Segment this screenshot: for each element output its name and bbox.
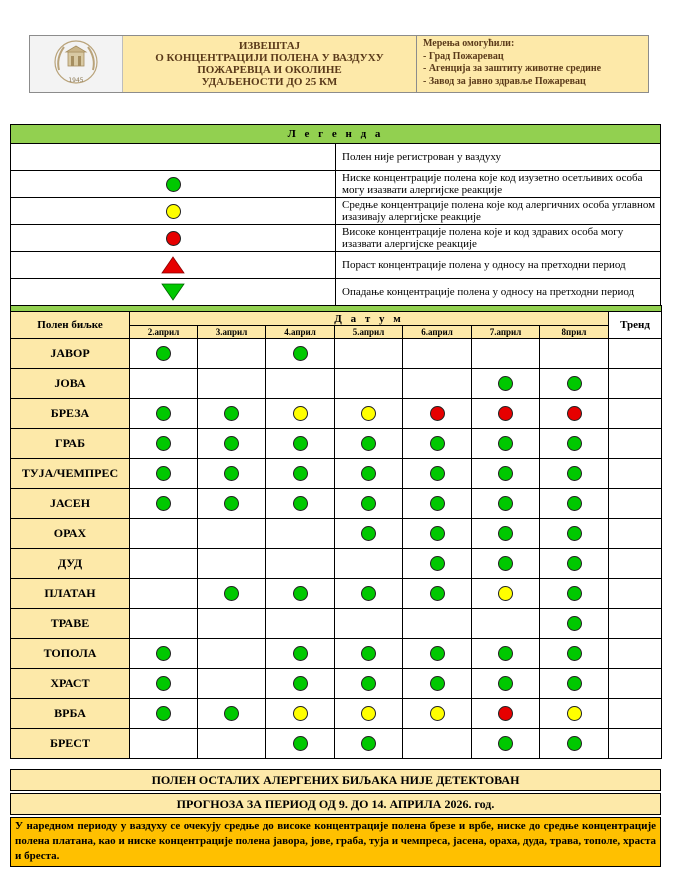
green-dot-icon xyxy=(361,526,376,541)
green-dot-icon xyxy=(293,346,308,361)
green-dot-icon xyxy=(498,496,513,511)
trend-cell xyxy=(609,639,662,669)
plant-name: БРЕЗА xyxy=(11,399,130,429)
level-cell xyxy=(335,609,403,639)
green-dot-icon xyxy=(361,676,376,691)
table-row xyxy=(11,579,662,609)
level-cell xyxy=(540,369,609,399)
yellow-dot-icon xyxy=(567,706,582,721)
level-cell xyxy=(198,729,266,759)
level-cell xyxy=(198,699,266,729)
green-dot-icon xyxy=(430,676,445,691)
red-triangle-up-icon xyxy=(161,256,185,274)
plant-name: ЈОВА xyxy=(11,369,130,399)
green-dot-icon xyxy=(361,586,376,601)
level-cell xyxy=(130,639,198,669)
title-line: О КОНЦЕНТРАЦИЈИ ПОЛЕНА У ВАЗДУХУ xyxy=(155,52,384,64)
legend-symbol-none xyxy=(11,144,336,171)
level-cell xyxy=(198,429,266,459)
green-dot-icon xyxy=(567,736,582,751)
sponsor-line: - Град Пожаревац xyxy=(423,50,504,62)
logo-year: 1945 xyxy=(68,77,84,84)
trend-cell xyxy=(609,519,662,549)
level-cell xyxy=(472,519,540,549)
plant-name: ТУЈА/ЧЕМПРЕС xyxy=(11,459,130,489)
level-cell xyxy=(266,639,335,669)
green-dot-icon xyxy=(430,646,445,661)
other-pollen-note: ПОЛЕН ОСТАЛИХ АЛЕРГЕНИХ БИЉАКА НИЈЕ ДЕТЕКТОВАН xyxy=(10,769,661,791)
level-cell xyxy=(472,399,540,429)
plant-name: ОРАХ xyxy=(11,519,130,549)
red-dot-icon xyxy=(498,406,513,421)
green-dot-icon xyxy=(156,496,171,511)
level-cell xyxy=(266,669,335,699)
green-dot-icon xyxy=(224,496,239,511)
level-cell xyxy=(266,609,335,639)
level-cell xyxy=(198,399,266,429)
level-cell xyxy=(130,579,198,609)
green-dot-icon xyxy=(156,346,171,361)
green-dot-icon xyxy=(567,526,582,541)
trend-cell xyxy=(609,579,662,609)
level-cell xyxy=(540,639,609,669)
table-row xyxy=(11,429,662,459)
level-cell xyxy=(472,369,540,399)
level-cell xyxy=(472,639,540,669)
level-cell xyxy=(335,399,403,429)
table-row xyxy=(11,369,662,399)
level-cell xyxy=(335,339,403,369)
level-cell xyxy=(472,429,540,459)
green-dot-icon xyxy=(361,646,376,661)
trend-cell xyxy=(609,669,662,699)
trend-cell xyxy=(609,339,662,369)
green-dot-icon xyxy=(156,706,171,721)
level-cell xyxy=(335,729,403,759)
level-cell xyxy=(130,699,198,729)
level-cell xyxy=(198,609,266,639)
table-row xyxy=(11,639,662,669)
level-cell xyxy=(198,669,266,699)
legend-table xyxy=(10,124,661,306)
sponsor-line: - Агенција за заштиту животне средине xyxy=(423,63,602,74)
red-dot-icon xyxy=(166,231,181,246)
level-cell xyxy=(403,729,472,759)
level-cell xyxy=(198,549,266,579)
red-dot-icon xyxy=(498,706,513,721)
green-dot-icon xyxy=(498,526,513,541)
report-title xyxy=(123,36,417,92)
date-header: 6.април xyxy=(403,326,472,339)
level-cell xyxy=(403,549,472,579)
level-cell xyxy=(130,519,198,549)
green-dot-icon xyxy=(224,586,239,601)
trend-cell xyxy=(609,489,662,519)
plant-name: ТОПОЛА xyxy=(11,639,130,669)
trend-cell xyxy=(609,699,662,729)
trend-cell xyxy=(609,369,662,399)
plant-name: ВРБА xyxy=(11,699,130,729)
green-dot-icon xyxy=(224,466,239,481)
level-cell xyxy=(266,459,335,489)
forecast-text: У наредном периоду у ваздуху се очекују средње до високе концентрације полена брезе и врбе, ниске до средње концентрације полена платана, као и ниске концентрације полена јавора, јове, граба, туја и чемпреса, јасена, ораха, дуда, трава, тополе, храста и бреста. xyxy=(10,817,661,867)
green-triangle-down-icon xyxy=(161,283,185,301)
table-row xyxy=(11,729,662,759)
level-cell xyxy=(335,369,403,399)
green-dot-icon xyxy=(224,436,239,451)
red-dot-icon xyxy=(430,406,445,421)
level-cell xyxy=(540,609,609,639)
level-cell xyxy=(472,459,540,489)
level-cell xyxy=(472,729,540,759)
sponsors-list xyxy=(417,36,648,92)
green-dot-icon xyxy=(498,646,513,661)
plant-name: ЈАСЕН xyxy=(11,489,130,519)
green-dot-icon xyxy=(567,466,582,481)
level-cell xyxy=(130,429,198,459)
level-cell xyxy=(403,339,472,369)
level-cell xyxy=(472,339,540,369)
table-row xyxy=(11,609,662,639)
green-dot-icon xyxy=(430,436,445,451)
green-dot-icon xyxy=(156,466,171,481)
green-dot-icon xyxy=(498,556,513,571)
legend-text: Високе концентрације полена које и код здравих особа могу изазвати алергијске реакције xyxy=(336,225,661,252)
trend-cell xyxy=(609,609,662,639)
title-line: ИЗВЕШТАЈ xyxy=(238,40,301,52)
level-cell xyxy=(540,429,609,459)
green-dot-icon xyxy=(166,177,181,192)
trend-cell xyxy=(609,549,662,579)
level-cell xyxy=(266,729,335,759)
green-dot-icon xyxy=(156,646,171,661)
red-dot-icon xyxy=(567,406,582,421)
green-dot-icon xyxy=(567,376,582,391)
green-dot-icon xyxy=(361,436,376,451)
level-cell xyxy=(540,519,609,549)
level-cell xyxy=(540,699,609,729)
level-cell xyxy=(540,489,609,519)
table-row xyxy=(11,519,662,549)
forecast-title: ПРОГНОЗА ЗА ПЕРИОД ОД 9. ДО 14. АПРИЛА 2026. год. xyxy=(10,793,661,815)
level-cell xyxy=(130,489,198,519)
green-dot-icon xyxy=(361,496,376,511)
green-dot-icon xyxy=(156,406,171,421)
green-dot-icon xyxy=(498,736,513,751)
trend-cell xyxy=(609,429,662,459)
green-dot-icon xyxy=(430,586,445,601)
institute-logo xyxy=(30,36,123,92)
level-cell xyxy=(130,549,198,579)
yellow-dot-icon xyxy=(166,204,181,219)
level-cell xyxy=(472,489,540,519)
level-cell xyxy=(472,669,540,699)
green-dot-icon xyxy=(293,436,308,451)
level-cell xyxy=(130,729,198,759)
level-cell xyxy=(540,339,609,369)
title-line: ПОЖАРЕВЦА И ОКОЛИНЕ xyxy=(197,64,342,76)
green-dot-icon xyxy=(498,376,513,391)
date-header: 8прил xyxy=(540,326,609,339)
level-cell xyxy=(540,729,609,759)
level-cell xyxy=(335,699,403,729)
table-row xyxy=(11,549,662,579)
legend-text: Ниске концентрације полена које код изузетно осетљивих особа могу изазвати алергијске реакције xyxy=(336,171,661,198)
date-header: 2.април xyxy=(130,326,198,339)
level-cell xyxy=(198,459,266,489)
date-header: 3.април xyxy=(198,326,266,339)
sponsor-line: Мерења омогућили: xyxy=(423,38,515,49)
sponsor-line: - Завод за јавно здравље Пожаревац xyxy=(423,75,586,87)
green-dot-icon xyxy=(430,466,445,481)
level-cell xyxy=(130,459,198,489)
green-dot-icon xyxy=(498,676,513,691)
green-dot-icon xyxy=(430,526,445,541)
trend-cell xyxy=(609,729,662,759)
plant-name: ДУД xyxy=(11,549,130,579)
table-row xyxy=(11,699,662,729)
level-cell xyxy=(198,339,266,369)
date-header: 4.април xyxy=(266,326,335,339)
level-cell xyxy=(403,669,472,699)
level-cell xyxy=(198,639,266,669)
level-cell xyxy=(540,579,609,609)
green-dot-icon xyxy=(567,616,582,631)
level-cell xyxy=(472,549,540,579)
level-cell xyxy=(335,639,403,669)
plant-name: ГРАБ xyxy=(11,429,130,459)
level-cell xyxy=(403,489,472,519)
green-dot-icon xyxy=(224,406,239,421)
level-cell xyxy=(335,579,403,609)
level-cell xyxy=(198,369,266,399)
level-cell xyxy=(540,459,609,489)
level-cell xyxy=(403,429,472,459)
level-cell xyxy=(335,459,403,489)
table-row xyxy=(11,669,662,699)
institute-emblem-icon xyxy=(46,38,106,90)
level-cell xyxy=(266,489,335,519)
green-dot-icon xyxy=(498,436,513,451)
date-header: 5.април xyxy=(335,326,403,339)
green-dot-icon xyxy=(293,736,308,751)
level-cell xyxy=(472,579,540,609)
level-cell xyxy=(266,579,335,609)
yellow-dot-icon xyxy=(498,586,513,601)
level-cell xyxy=(335,669,403,699)
pollen-table xyxy=(10,305,662,759)
level-cell xyxy=(335,489,403,519)
level-cell xyxy=(403,699,472,729)
green-dot-icon xyxy=(293,496,308,511)
level-cell xyxy=(266,339,335,369)
yellow-dot-icon xyxy=(430,706,445,721)
green-dot-icon xyxy=(361,466,376,481)
plant-name: ХРАСТ xyxy=(11,669,130,699)
green-dot-icon xyxy=(293,646,308,661)
level-cell xyxy=(198,489,266,519)
level-cell xyxy=(266,369,335,399)
level-cell xyxy=(472,699,540,729)
level-cell xyxy=(403,369,472,399)
yellow-dot-icon xyxy=(293,706,308,721)
trend-column-header: Тренд xyxy=(609,312,662,339)
level-cell xyxy=(335,429,403,459)
level-cell xyxy=(266,699,335,729)
table-row xyxy=(11,459,662,489)
level-cell xyxy=(403,579,472,609)
trend-cell xyxy=(609,459,662,489)
level-cell xyxy=(130,369,198,399)
level-cell xyxy=(130,399,198,429)
green-dot-icon xyxy=(567,556,582,571)
title-line: УДАЉЕНОСТИ ДО 25 КМ xyxy=(201,76,338,88)
level-cell xyxy=(266,399,335,429)
green-dot-icon xyxy=(430,556,445,571)
plant-name: ЈАВОР xyxy=(11,339,130,369)
level-cell xyxy=(130,339,198,369)
trend-cell xyxy=(609,399,662,429)
legend-text: Полен није регистрован у ваздуху xyxy=(336,144,661,171)
green-dot-icon xyxy=(567,676,582,691)
level-cell xyxy=(335,519,403,549)
green-dot-icon xyxy=(567,496,582,511)
yellow-dot-icon xyxy=(361,406,376,421)
level-cell xyxy=(540,399,609,429)
date-header: 7.април xyxy=(472,326,540,339)
level-cell xyxy=(198,519,266,549)
legend-text: Опадање концентрације полена у односу на претходни период xyxy=(336,279,661,306)
green-dot-icon xyxy=(567,586,582,601)
legend-title: Л е г е н д а xyxy=(11,125,661,144)
green-dot-icon xyxy=(293,466,308,481)
green-dot-icon xyxy=(293,676,308,691)
level-cell xyxy=(403,519,472,549)
legend-text: Средње концентрације полена које код алергичних особа углавном изазивају алергијске реакције xyxy=(336,198,661,225)
level-cell xyxy=(130,669,198,699)
plant-column-header: Полен биљке xyxy=(11,312,130,339)
green-dot-icon xyxy=(156,676,171,691)
green-dot-icon xyxy=(567,436,582,451)
date-group-header: Д а т у м xyxy=(130,312,609,326)
green-dot-icon xyxy=(361,736,376,751)
level-cell xyxy=(540,669,609,699)
level-cell xyxy=(198,579,266,609)
level-cell xyxy=(540,549,609,579)
level-cell xyxy=(472,609,540,639)
green-dot-icon xyxy=(293,586,308,601)
plant-name: ТРАВЕ xyxy=(11,609,130,639)
legend-text: Пораст концентрације полена у односу на претходни период xyxy=(336,252,661,279)
green-dot-icon xyxy=(156,436,171,451)
report-header xyxy=(29,35,649,93)
level-cell xyxy=(403,399,472,429)
plant-name: ПЛАТАН xyxy=(11,579,130,609)
green-dot-icon xyxy=(224,706,239,721)
table-row xyxy=(11,399,662,429)
table-row xyxy=(11,339,662,369)
level-cell xyxy=(266,429,335,459)
level-cell xyxy=(266,519,335,549)
plant-name: БРЕСТ xyxy=(11,729,130,759)
level-cell xyxy=(335,549,403,579)
level-cell xyxy=(130,609,198,639)
level-cell xyxy=(266,549,335,579)
green-dot-icon xyxy=(430,496,445,511)
level-cell xyxy=(403,639,472,669)
level-cell xyxy=(403,609,472,639)
level-cell xyxy=(403,459,472,489)
green-dot-icon xyxy=(498,466,513,481)
green-dot-icon xyxy=(567,646,582,661)
yellow-dot-icon xyxy=(293,406,308,421)
table-row xyxy=(11,489,662,519)
yellow-dot-icon xyxy=(361,706,376,721)
